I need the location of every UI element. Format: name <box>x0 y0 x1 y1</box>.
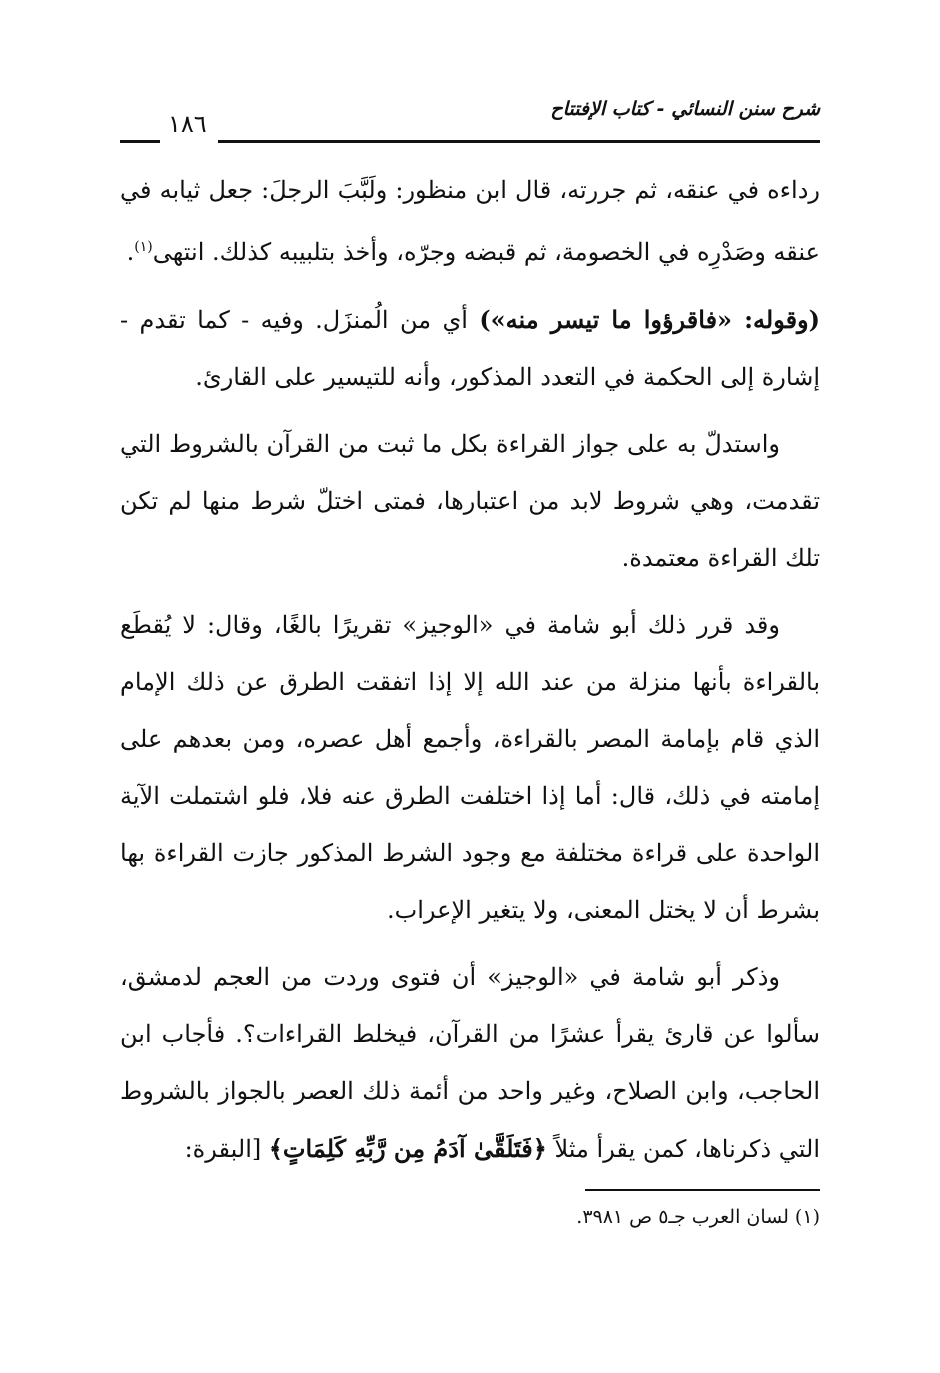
paragraph-2 <box>120 291 820 406</box>
paragraph-4: وقد قرر ذلك أبو شامة في «الوجيز» تقريرًا بالغًا، وقال: لا يُقطَع بالقراءة بأنها منزلة من عند الله إلا إذا اتفقت الطرق عن ذلك الإمام الذي قام بإمامة المصر بالقراءة، وأجمع أهل عصره، ومن بعدهم على إمامته في ذلك، قال: أما إذا اختلفت الطرق عنه فلا، فلو اشتملت الآية الواحدة على قراءة مختلفة مع وجود الشرط المذكور جازت القراءة بها بشرط أن لا يختل المعنى، ولا يتغير الإعراب. <box>120 611 820 924</box>
book-title: شرح سنن النسائي - كتاب الإفتتاح <box>550 98 820 120</box>
footnote: (١) لسان العرب جـ٥ ص ٣٩٨١. <box>576 1206 820 1228</box>
main-text <box>120 162 820 1188</box>
quoted-hadith-phrase: (وقوله: «فاقرؤوا ما تيسر منه») <box>479 305 821 334</box>
paragraph-1-end: . <box>126 238 135 266</box>
header-rule-short <box>120 140 160 143</box>
footnote-reference: (١) <box>134 239 153 255</box>
header-rule <box>218 140 820 143</box>
surah-reference: [البقرة: <box>184 1135 269 1163</box>
paragraph-2-text: أي من الُمنزَل. وفيه - كما تقدم - إشارة إلى الحكمة في التعدد المذكور، وأنه للتيسير على القارئ. <box>120 306 820 391</box>
paragraph-1-text: رداءه في عنقه، ثم جررته، قال ابن منظور: ولَبَّبَ الرجلَ: جعل ثيابه في عنقه وصَدْرِه في الخصومة، ثم قبضه وجرّه، وأخذ بتلبيبه كذلك. انتهى <box>120 176 820 266</box>
paragraph-5 <box>120 949 820 1178</box>
paragraph-3: واستدلّ به على جواز القراءة بكل ما ثبت من القرآن بالشروط التي تقدمت، وهي شروط لابد من اعتبارها، فمتى اختلّ شرط منها لم تكن تلك القراءة معتمدة. <box>120 430 820 572</box>
paragraph-5-text: وذكر أبو شامة في «الوجيز» أن فتوى وردت من العجم لدمشق، سألوا عن قارئ يقرأ عشرًا من القرآن، فيخلط القراءات؟. فأجاب ابن الحاجب، وابن الصلاح، وغير واحد من أئمة ذلك العصر بالجواز بالشروط التي ذكرناها، كمن يقرأ مثلاً <box>120 963 820 1163</box>
footnote-rule <box>585 1189 820 1191</box>
page-number: ١٨٦ <box>168 110 207 138</box>
running-head <box>120 92 820 138</box>
paragraph-1 <box>120 162 820 281</box>
quran-verse: ﴿فَتَلَقَّىٰ آدَمُ مِن رَّبِّهِ كَلِمَاتٍ﴾ <box>268 1134 547 1163</box>
